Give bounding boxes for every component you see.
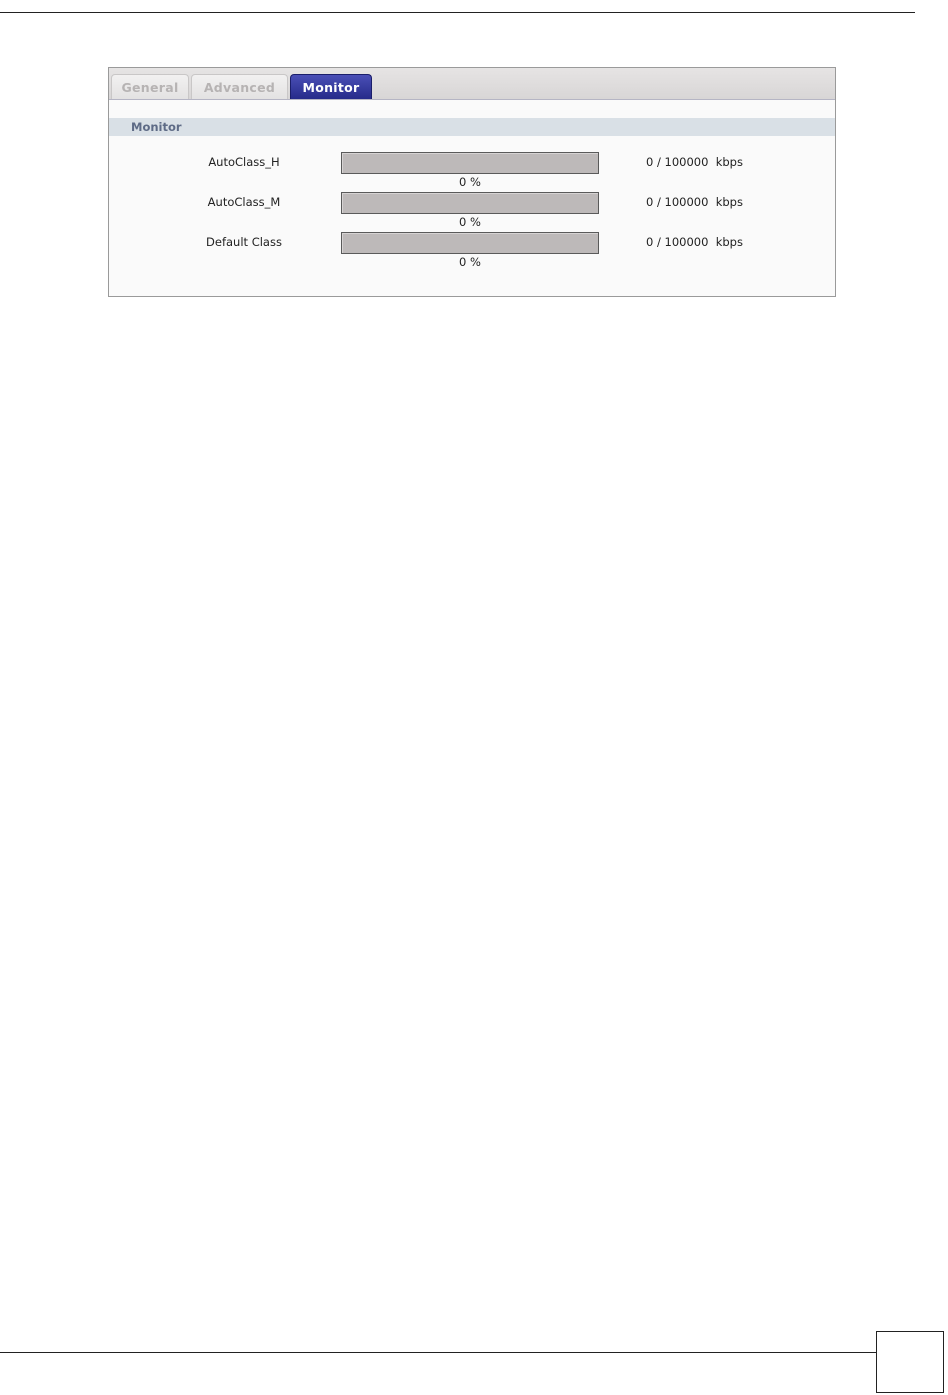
tab-bar — [109, 68, 835, 100]
monitor-panel — [108, 67, 836, 297]
tab-monitor[interactable]: Monitor — [290, 74, 372, 99]
usage-bar — [341, 152, 599, 174]
tab-general[interactable]: General — [111, 74, 189, 99]
usage-percent: 0 % — [459, 255, 481, 269]
usage-percent: 0 % — [459, 175, 481, 189]
bandwidth-row — [109, 232, 835, 272]
bandwidth-row — [109, 152, 835, 192]
section-title: Monitor — [131, 120, 182, 134]
class-label: AutoClass_H — [208, 155, 280, 169]
usage-rate: 0 / 100000 kbps — [646, 195, 743, 209]
header-rule — [0, 12, 915, 13]
usage-bar — [341, 192, 599, 214]
usage-rate: 0 / 100000 kbps — [646, 235, 743, 249]
class-label: AutoClass_M — [207, 195, 281, 209]
section-header — [109, 118, 835, 136]
page-number-box — [876, 1331, 944, 1393]
footer-rule — [0, 1352, 876, 1353]
bandwidth-row — [109, 192, 835, 232]
usage-percent: 0 % — [459, 215, 481, 229]
tab-advanced[interactable]: Advanced — [191, 74, 288, 99]
usage-bar — [341, 232, 599, 254]
class-label: Default Class — [206, 235, 282, 249]
usage-rate: 0 / 100000 kbps — [646, 155, 743, 169]
